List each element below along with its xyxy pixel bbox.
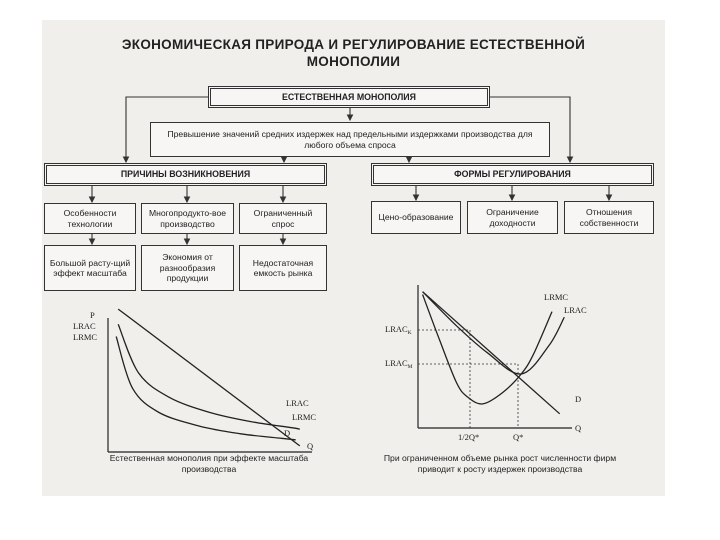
chart2-ytick-lrac-m: $LRAC_M$ [385, 358, 413, 370]
chart2-xtick-q: Q* [513, 432, 524, 442]
chart1-ylabel-lrac: LRAC [73, 321, 96, 331]
chart2-guides [418, 330, 518, 428]
definition-text: Превышение значений средних издержек над предельными издержками производства для любого объема спроса [167, 129, 533, 150]
chart2-xtick-half-q: 1/2Q* [458, 432, 480, 442]
effect-label: Большой расту-щий эффект масштаба [49, 257, 131, 278]
chart1-ylabel-lrmc: LRMC [73, 332, 98, 342]
cause-label: Ограниченный спрос [253, 208, 313, 229]
chart1-caption: Естественная монополия при эффекте масштаба производства [109, 453, 309, 474]
chart2-xlabel: Q [575, 423, 582, 433]
title-line-2: МОНОПОЛИИ [306, 54, 401, 69]
effect-label: Экономия от разнообразия продукции [159, 252, 216, 284]
chart2-series-d [423, 292, 560, 414]
cause-label: Особенности технологии [63, 208, 117, 229]
regulation-label: Отношения собственности [579, 207, 639, 228]
chart2-label-lrac: LRAC [564, 305, 587, 315]
regulation-header: ФОРМЫ РЕГУЛИРОВАНИЯ [454, 169, 571, 180]
chart1-label-d: D [284, 428, 291, 438]
chart2-label-lrmc: LRMC [544, 292, 569, 302]
regulation-label: Цено-образование [378, 212, 454, 223]
regulation-label: Ограничение доходности [486, 207, 539, 228]
chart1-label-lrmc: LRMC [292, 412, 317, 422]
root-label: ЕСТЕСТВЕННАЯ МОНОПОЛИЯ [282, 91, 416, 102]
cause-label: Многопродукто-вое производство [148, 208, 227, 229]
chart1-ylabel-p: P [90, 310, 95, 320]
causes-header: ПРИЧИНЫ ВОЗНИКНОВЕНИЯ [120, 169, 251, 180]
chart1-xlabel: Q [307, 441, 314, 451]
chart1-label-lrac: LRAC [286, 398, 309, 408]
chart2-label-d: D [575, 394, 582, 404]
chart2-ytick-lrac-k: $LRAC_K$ [385, 324, 412, 336]
chart2-caption: При ограниченном объеме рынка рост численности фирм приводит к росту издержек производства [383, 453, 617, 474]
effect-label: Недостаточная емкость рынка [252, 257, 314, 278]
title-line-1: ЭКОНОМИЧЕСКАЯ ПРИРОДА И РЕГУЛИРОВАНИЕ ЕСТЕСТВЕННОЙ [121, 37, 586, 52]
